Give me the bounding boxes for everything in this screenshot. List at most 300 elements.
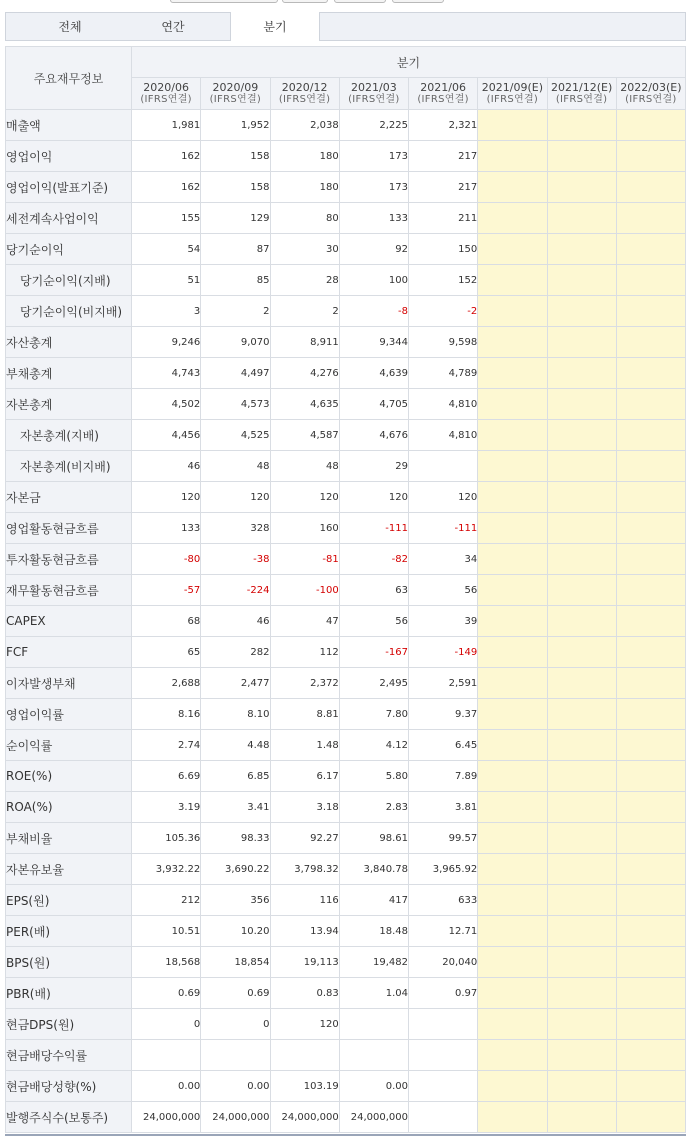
value-cell: 48 xyxy=(201,451,270,482)
row-label: 자본유보율 xyxy=(6,854,132,885)
row-label: 현금배당성향(%) xyxy=(6,1071,132,1102)
value-cell: 4.48 xyxy=(201,730,270,761)
value-cell: 8,911 xyxy=(270,327,339,358)
column-basis: (IFRS연결) xyxy=(209,93,262,105)
column-period: 2020/09 xyxy=(212,80,259,94)
table-row xyxy=(6,420,686,451)
value-cell: 80 xyxy=(270,203,339,234)
value-cell: -100 xyxy=(270,575,339,606)
estimate-cell xyxy=(478,637,547,668)
row-label: BPS(원) xyxy=(6,947,132,978)
value-cell: 34 xyxy=(409,544,478,575)
row-label: 자본총계 xyxy=(6,389,132,420)
value-cell: -149 xyxy=(409,637,478,668)
value-cell: 18,568 xyxy=(132,947,201,978)
estimate-cell xyxy=(616,110,685,141)
header-corner: 주요재무정보 xyxy=(6,47,132,110)
table-row xyxy=(6,792,686,823)
value-cell: 56 xyxy=(409,575,478,606)
value-cell: 4,810 xyxy=(409,420,478,451)
value-cell: 28 xyxy=(270,265,339,296)
estimate-cell xyxy=(478,234,547,265)
value-cell: 46 xyxy=(201,606,270,637)
value-cell: 8.10 xyxy=(201,699,270,730)
value-cell: 3,798.32 xyxy=(270,854,339,885)
row-label: 자산총계 xyxy=(6,327,132,358)
value-cell: -80 xyxy=(132,544,201,575)
row-label: 당기순이익(지배) xyxy=(6,265,132,296)
value-cell: 20,040 xyxy=(409,947,478,978)
value-cell: 6.85 xyxy=(201,761,270,792)
estimate-cell xyxy=(616,544,685,575)
value-cell: 2.83 xyxy=(339,792,408,823)
estimate-cell xyxy=(478,482,547,513)
column-period: 2022/03(E) xyxy=(620,80,682,94)
value-cell: 133 xyxy=(132,513,201,544)
value-cell: 13.94 xyxy=(270,916,339,947)
period-tabs xyxy=(5,12,686,41)
estimate-cell xyxy=(616,947,685,978)
estimate-cell xyxy=(616,823,685,854)
toolbar-button[interactable] xyxy=(334,0,386,3)
value-cell: -8 xyxy=(339,296,408,327)
estimate-cell xyxy=(478,1071,547,1102)
table-row xyxy=(6,389,686,420)
row-label: 영업이익 xyxy=(6,141,132,172)
column-basis: (IFRS연결) xyxy=(417,93,469,105)
estimate-cell xyxy=(616,327,685,358)
toolbar-button[interactable] xyxy=(282,0,328,3)
estimate-cell xyxy=(616,854,685,885)
row-label: PBR(배) xyxy=(6,978,132,1009)
table-row xyxy=(6,916,686,947)
table-row xyxy=(6,823,686,854)
value-cell: 29 xyxy=(339,451,408,482)
estimate-cell xyxy=(616,885,685,916)
tab-quarterly[interactable]: 분기 xyxy=(230,12,320,41)
value-cell: 6.69 xyxy=(132,761,201,792)
table-row xyxy=(6,296,686,327)
estimate-cell xyxy=(547,172,616,203)
table-row xyxy=(6,1009,686,1040)
value-cell xyxy=(132,1040,201,1071)
value-cell: 180 xyxy=(270,172,339,203)
estimate-cell xyxy=(478,606,547,637)
value-cell: 4,525 xyxy=(201,420,270,451)
value-cell: 24,000,000 xyxy=(201,1102,270,1133)
value-cell xyxy=(409,451,478,482)
value-cell: 4,276 xyxy=(270,358,339,389)
estimate-cell xyxy=(616,451,685,482)
row-label: 세전계속사업이익 xyxy=(6,203,132,234)
value-cell: 120 xyxy=(270,1009,339,1040)
value-cell: 46 xyxy=(132,451,201,482)
estimate-cell xyxy=(547,327,616,358)
value-cell: 12.71 xyxy=(409,916,478,947)
value-cell: 2,688 xyxy=(132,668,201,699)
value-cell: 8.16 xyxy=(132,699,201,730)
table-row xyxy=(6,606,686,637)
value-cell: 2.74 xyxy=(132,730,201,761)
value-cell xyxy=(409,1040,478,1071)
value-cell: 133 xyxy=(339,203,408,234)
estimate-cell xyxy=(547,854,616,885)
value-cell: 160 xyxy=(270,513,339,544)
estimate-cell xyxy=(547,358,616,389)
column-header-3 xyxy=(270,78,339,110)
table-row xyxy=(6,513,686,544)
row-label: 당기순이익(비지배) xyxy=(6,296,132,327)
value-cell: 51 xyxy=(132,265,201,296)
estimate-cell xyxy=(616,389,685,420)
estimate-cell xyxy=(478,885,547,916)
value-cell: 5.80 xyxy=(339,761,408,792)
value-cell: 4,502 xyxy=(132,389,201,420)
table-row xyxy=(6,141,686,172)
table-bottom-border xyxy=(5,1134,686,1136)
value-cell: 98.33 xyxy=(201,823,270,854)
value-cell: 3,965.92 xyxy=(409,854,478,885)
value-cell: -82 xyxy=(339,544,408,575)
value-cell: 2,477 xyxy=(201,668,270,699)
value-cell: 10.20 xyxy=(201,916,270,947)
value-cell: 120 xyxy=(339,482,408,513)
estimate-cell xyxy=(478,575,547,606)
estimate-cell xyxy=(547,947,616,978)
value-cell: 0 xyxy=(201,1009,270,1040)
top-toolbar-strip xyxy=(0,0,694,6)
column-basis: (IFRS연결) xyxy=(140,93,192,105)
table-row xyxy=(6,1040,686,1071)
value-cell: 129 xyxy=(201,203,270,234)
column-period: 2021/12(E) xyxy=(551,80,613,94)
estimate-cell xyxy=(478,141,547,172)
value-cell: 63 xyxy=(339,575,408,606)
estimate-cell xyxy=(547,823,616,854)
estimate-cell xyxy=(616,234,685,265)
table-row xyxy=(6,885,686,916)
estimate-cell xyxy=(616,916,685,947)
estimate-cell xyxy=(547,296,616,327)
value-cell: 150 xyxy=(409,234,478,265)
header-group-quarterly: 분기 xyxy=(132,47,686,78)
row-label: ROE(%) xyxy=(6,761,132,792)
value-cell: 47 xyxy=(270,606,339,637)
estimate-cell xyxy=(547,482,616,513)
estimate-cell xyxy=(547,1102,616,1133)
value-cell: 212 xyxy=(132,885,201,916)
row-label: 매출액 xyxy=(6,110,132,141)
estimate-cell xyxy=(547,792,616,823)
column-period: 2021/06 xyxy=(420,80,466,94)
value-cell: 92.27 xyxy=(270,823,339,854)
estimate-cell xyxy=(616,668,685,699)
estimate-cell xyxy=(547,544,616,575)
table-row xyxy=(6,668,686,699)
row-label: 자본총계(지배) xyxy=(6,420,132,451)
value-cell xyxy=(409,1071,478,1102)
value-cell: -224 xyxy=(201,575,270,606)
estimate-cell xyxy=(616,978,685,1009)
row-label: 영업이익(발표기준) xyxy=(6,172,132,203)
value-cell: 3 xyxy=(132,296,201,327)
value-cell: 2,372 xyxy=(270,668,339,699)
value-cell: 3.81 xyxy=(409,792,478,823)
row-label: 부채총계 xyxy=(6,358,132,389)
value-cell: 0 xyxy=(132,1009,201,1040)
value-cell: -57 xyxy=(132,575,201,606)
value-cell: 103.19 xyxy=(270,1071,339,1102)
estimate-cell xyxy=(478,203,547,234)
row-label: 이자발생부채 xyxy=(6,668,132,699)
table-row xyxy=(6,172,686,203)
estimate-cell xyxy=(547,420,616,451)
value-cell: 0.69 xyxy=(201,978,270,1009)
value-cell: 6.45 xyxy=(409,730,478,761)
table-row xyxy=(6,854,686,885)
value-cell: 0.00 xyxy=(339,1071,408,1102)
value-cell: 217 xyxy=(409,172,478,203)
estimate-cell xyxy=(478,916,547,947)
estimate-cell xyxy=(478,296,547,327)
estimate-cell xyxy=(478,1102,547,1133)
row-label: 재무활동현금흐름 xyxy=(6,575,132,606)
value-cell: 2 xyxy=(201,296,270,327)
value-cell: 18.48 xyxy=(339,916,408,947)
estimate-cell xyxy=(616,606,685,637)
value-cell: 4.12 xyxy=(339,730,408,761)
row-label: 자본총계(비지배) xyxy=(6,451,132,482)
table-row xyxy=(6,327,686,358)
estimate-cell xyxy=(547,110,616,141)
estimate-cell xyxy=(616,482,685,513)
value-cell: 4,587 xyxy=(270,420,339,451)
value-cell: 68 xyxy=(132,606,201,637)
column-header-8 xyxy=(616,78,685,110)
value-cell: 4,705 xyxy=(339,389,408,420)
row-label: PER(배) xyxy=(6,916,132,947)
value-cell xyxy=(270,1040,339,1071)
value-cell xyxy=(339,1009,408,1040)
estimate-cell xyxy=(478,854,547,885)
estimate-cell xyxy=(547,1009,616,1040)
value-cell: 4,635 xyxy=(270,389,339,420)
table-row xyxy=(6,575,686,606)
estimate-cell xyxy=(478,668,547,699)
value-cell: 0.83 xyxy=(270,978,339,1009)
value-cell: 3.41 xyxy=(201,792,270,823)
value-cell: 6.17 xyxy=(270,761,339,792)
estimate-cell xyxy=(616,637,685,668)
value-cell: 9,344 xyxy=(339,327,408,358)
value-cell: 162 xyxy=(132,141,201,172)
estimate-cell xyxy=(478,730,547,761)
table-row xyxy=(6,637,686,668)
value-cell: 19,113 xyxy=(270,947,339,978)
table-row xyxy=(6,730,686,761)
value-cell: 105.36 xyxy=(132,823,201,854)
tab-annual[interactable]: 연간 xyxy=(161,20,185,34)
estimate-cell xyxy=(547,265,616,296)
column-period: 2021/09(E) xyxy=(481,80,543,94)
row-label: 영업활동현금흐름 xyxy=(6,513,132,544)
value-cell: 152 xyxy=(409,265,478,296)
column-basis: (IFRS연결) xyxy=(555,93,608,105)
tab-all[interactable]: 전체 xyxy=(58,20,82,34)
estimate-cell xyxy=(478,978,547,1009)
value-cell: 162 xyxy=(132,172,201,203)
estimate-cell xyxy=(478,420,547,451)
row-label: 발행주식수(보통주) xyxy=(6,1102,132,1133)
value-cell: 2,225 xyxy=(339,110,408,141)
estimate-cell xyxy=(616,699,685,730)
estimate-cell xyxy=(478,265,547,296)
estimate-cell xyxy=(547,203,616,234)
value-cell: 282 xyxy=(201,637,270,668)
value-cell: 0.69 xyxy=(132,978,201,1009)
column-basis: (IFRS연결) xyxy=(486,93,539,105)
value-cell: 356 xyxy=(201,885,270,916)
column-period: 2020/06 xyxy=(143,80,189,94)
value-cell xyxy=(201,1040,270,1071)
value-cell: 30 xyxy=(270,234,339,265)
value-cell: 0.00 xyxy=(201,1071,270,1102)
table-row xyxy=(6,234,686,265)
column-basis: (IFRS연결) xyxy=(348,93,400,105)
estimate-cell xyxy=(547,978,616,1009)
value-cell: 8.81 xyxy=(270,699,339,730)
estimate-cell xyxy=(478,513,547,544)
value-cell: 9,246 xyxy=(132,327,201,358)
column-period: 2020/12 xyxy=(281,80,328,94)
estimate-cell xyxy=(478,389,547,420)
estimate-cell xyxy=(547,389,616,420)
column-header-2 xyxy=(201,78,270,110)
value-cell: 633 xyxy=(409,885,478,916)
value-cell: 112 xyxy=(270,637,339,668)
estimate-cell xyxy=(616,1071,685,1102)
column-header-6 xyxy=(478,78,547,110)
value-cell: 1,981 xyxy=(132,110,201,141)
estimate-cell xyxy=(478,1040,547,1071)
estimate-cell xyxy=(478,451,547,482)
value-cell: 24,000,000 xyxy=(270,1102,339,1133)
value-cell: 417 xyxy=(339,885,408,916)
row-label: FCF xyxy=(6,637,132,668)
toolbar-button[interactable] xyxy=(392,0,444,3)
estimate-cell xyxy=(616,575,685,606)
estimate-cell xyxy=(478,823,547,854)
row-label: ROA(%) xyxy=(6,792,132,823)
value-cell: 4,743 xyxy=(132,358,201,389)
value-cell: 1.04 xyxy=(339,978,408,1009)
table-row xyxy=(6,1102,686,1133)
estimate-cell xyxy=(616,1040,685,1071)
estimate-cell xyxy=(547,234,616,265)
value-cell: 10.51 xyxy=(132,916,201,947)
estimate-cell xyxy=(547,730,616,761)
estimate-cell xyxy=(547,451,616,482)
estimate-cell xyxy=(478,1009,547,1040)
row-label: 순이익률 xyxy=(6,730,132,761)
row-label: EPS(원) xyxy=(6,885,132,916)
value-cell: 120 xyxy=(409,482,478,513)
financial-summary-table xyxy=(5,46,686,1133)
period-select[interactable] xyxy=(170,0,278,3)
value-cell: -111 xyxy=(409,513,478,544)
estimate-cell xyxy=(616,203,685,234)
estimate-cell xyxy=(547,699,616,730)
value-cell: 2,038 xyxy=(270,110,339,141)
estimate-cell xyxy=(547,1071,616,1102)
value-cell: 3.18 xyxy=(270,792,339,823)
value-cell: 2,495 xyxy=(339,668,408,699)
value-cell: 4,497 xyxy=(201,358,270,389)
estimate-cell xyxy=(478,110,547,141)
estimate-cell xyxy=(547,916,616,947)
value-cell: 87 xyxy=(201,234,270,265)
value-cell: 2 xyxy=(270,296,339,327)
value-cell: 1,952 xyxy=(201,110,270,141)
value-cell: -167 xyxy=(339,637,408,668)
estimate-cell xyxy=(547,761,616,792)
estimate-cell xyxy=(616,730,685,761)
value-cell: 65 xyxy=(132,637,201,668)
table-row xyxy=(6,947,686,978)
value-cell xyxy=(409,1102,478,1133)
value-cell: 18,854 xyxy=(201,947,270,978)
estimate-cell xyxy=(616,792,685,823)
row-label: CAPEX xyxy=(6,606,132,637)
estimate-cell xyxy=(478,544,547,575)
value-cell xyxy=(409,1009,478,1040)
table-row xyxy=(6,544,686,575)
estimate-cell xyxy=(616,296,685,327)
value-cell: 4,676 xyxy=(339,420,408,451)
value-cell: 0.97 xyxy=(409,978,478,1009)
table-row xyxy=(6,699,686,730)
estimate-cell xyxy=(616,265,685,296)
estimate-cell xyxy=(547,637,616,668)
value-cell: 85 xyxy=(201,265,270,296)
estimate-cell xyxy=(478,947,547,978)
estimate-cell xyxy=(547,141,616,172)
table-row xyxy=(6,978,686,1009)
estimate-cell xyxy=(616,358,685,389)
estimate-cell xyxy=(478,792,547,823)
value-cell: 92 xyxy=(339,234,408,265)
table-row xyxy=(6,265,686,296)
value-cell: 3.19 xyxy=(132,792,201,823)
column-period: 2021/03 xyxy=(351,80,397,94)
value-cell: 4,456 xyxy=(132,420,201,451)
value-cell: 9.37 xyxy=(409,699,478,730)
estimate-cell xyxy=(616,1102,685,1133)
column-basis: (IFRS연결) xyxy=(278,93,331,105)
value-cell: 54 xyxy=(132,234,201,265)
value-cell: 4,573 xyxy=(201,389,270,420)
value-cell: 7.89 xyxy=(409,761,478,792)
row-label: 당기순이익 xyxy=(6,234,132,265)
value-cell: 328 xyxy=(201,513,270,544)
value-cell: 9,070 xyxy=(201,327,270,358)
value-cell: 173 xyxy=(339,172,408,203)
value-cell: 24,000,000 xyxy=(132,1102,201,1133)
value-cell: 4,789 xyxy=(409,358,478,389)
row-label: 부채비율 xyxy=(6,823,132,854)
estimate-cell xyxy=(547,885,616,916)
estimate-cell xyxy=(547,606,616,637)
